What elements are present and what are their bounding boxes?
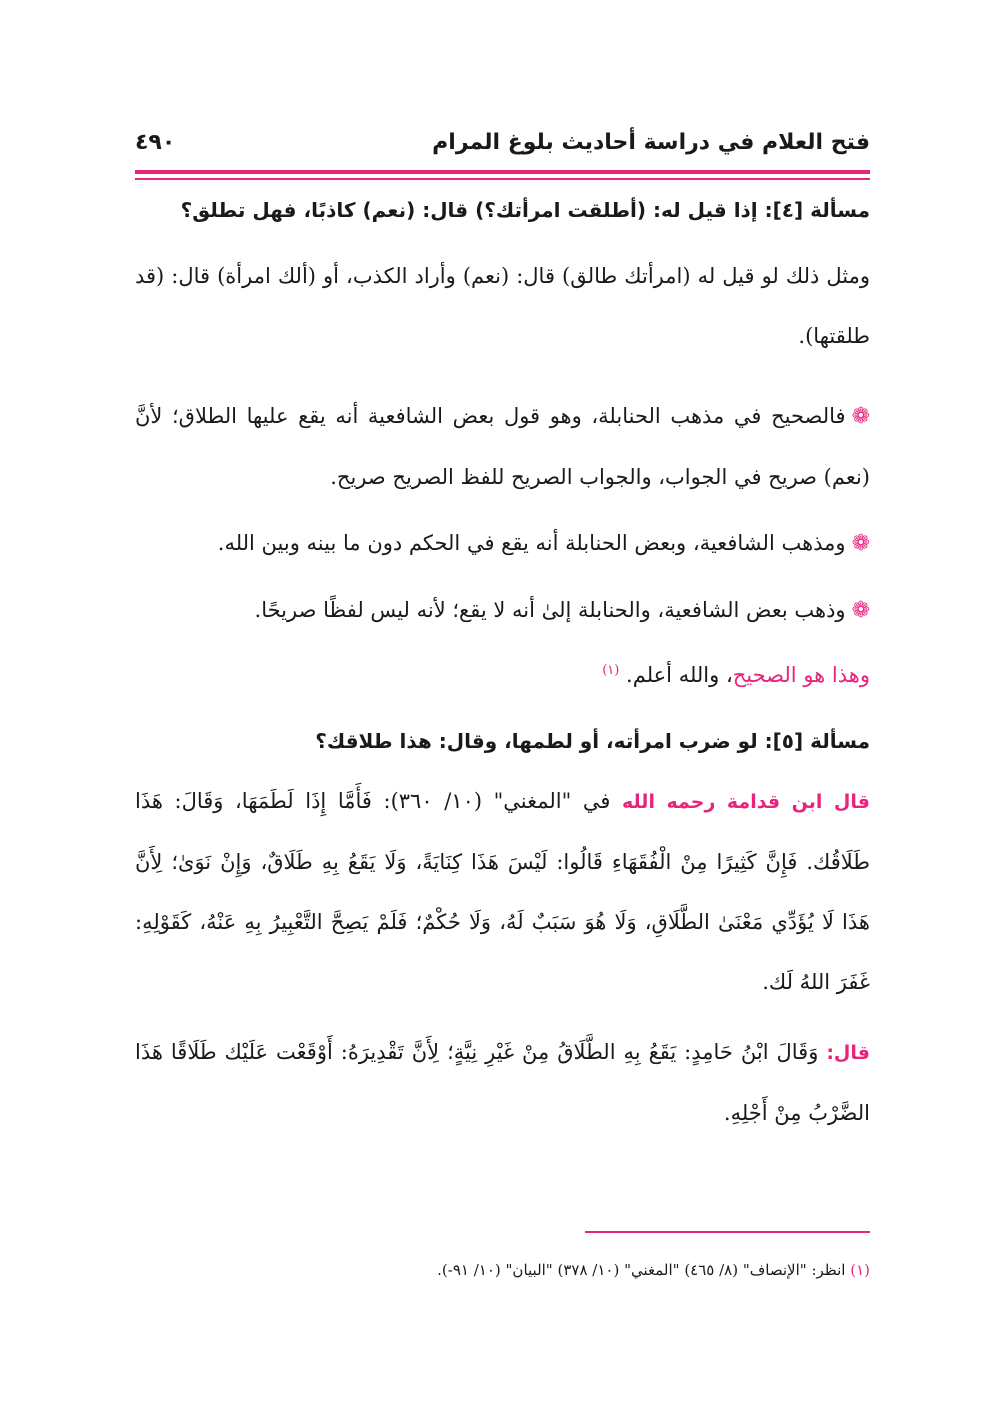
bullet-text: ومذهب الشافعية، وبعض الحنابلة أنه يقع في الحكم دون ما بينه وبين الله. [217, 531, 846, 555]
bullet-text: فالصحيح في مذهب الحنابلة، وهو قول بعض الشافعية أنه يقع عليها الطلاق؛ لأنَّ (نعم) صريح في الجواب، والجواب الصريح للفظ الصريح صريح. [135, 404, 870, 489]
header-rule-thin [135, 178, 870, 180]
quote-lead: قال: [826, 1042, 870, 1064]
bullet-item [135, 386, 870, 507]
flower-ornament-icon: ❁ [851, 404, 870, 429]
section-4-conclusion [135, 641, 870, 705]
footnote-divider [585, 1231, 870, 1233]
section-4-heading: مسألة [٤]: إذا قيل له: (أطلقت امرأتك؟) قال: (نعم) كاذبًا، فهل تطلق؟ [180, 198, 870, 222]
flower-ornament-icon: ❁ [851, 598, 870, 623]
quote-author: قال ابن قدامة رحمه الله [622, 791, 870, 813]
flower-ornament-icon: ❁ [851, 531, 870, 556]
conclusion-highlight: الصحيح [732, 663, 797, 687]
section-5-quote-1 [135, 771, 870, 1012]
quote-text: في "المغني" (١٠/ ٣٦٠): فَأَمَّا إِذَا لَطَمَهَا، وَقَالَ: هَذَا طَلَاقُك. فَإِنَّ كَثِيرًا مِنْ الْفُقَهَاءِ قَالُوا: لَيْسَ هَذَا كِنَايَةً، وَلَا يَقَعُ بِهِ طَلَاقٌ، وَإِنْ نَوَىٰ؛ لِأَنَّ هَذَا لَا يُؤَدِّي مَعْنَىٰ الطَّلَاقِ، وَلَا هُوَ سَبَبٌ لَهُ، وَلَا حُكْمٌ؛ فَلَمْ يَصِحَّ التَّعْبِيرُ بِهِ عَنْهُ، كَقَوْلِهِ: غَفَرَ اللهُ لَك. [135, 789, 870, 994]
bullet-item [135, 513, 870, 574]
footnote [135, 1256, 870, 1284]
page [135, 0, 870, 1418]
quote-text: وَقَالَ ابْنُ حَامِدٍ: يَقَعُ بِهِ الطَّلَاقُ مِنْ غَيْرِ نِيَّةٍ؛ لِأَنَّ تَقْدِيرَهُ: أَوْقَعْت عَلَيْك طَلَاقًا هَذَا الضَّرْبُ مِنْ أَجْلِهِ. [135, 1040, 870, 1125]
page-header [135, 120, 870, 164]
section-5-heading: مسألة [٥]: لو ضرب امرأته، أو لطمها، وقال: هذا طلاقك؟ [315, 729, 870, 753]
section-4-intro: ومثل ذلك لو قيل له (امرأتك طالق) قال: (نعم) وأراد الكذب، أو (ألك امرأة) قال: (قد طلقتها). [135, 264, 870, 348]
page-number: ٤٩٠ [135, 129, 176, 155]
book-title: فتح العلام في دراسة أحاديث بلوغ المرام [432, 129, 870, 155]
conclusion-rest: ، والله أعلم. [626, 663, 733, 687]
section-5-quote-2 [135, 1022, 870, 1143]
footnote-marker[interactable]: (١) [602, 663, 620, 678]
conclusion-lead: وهذا هو [803, 663, 870, 687]
bullet-text: وذهب بعض الشافعية، والحنابلة إلىٰ أنه لا يقع؛ لأنه ليس لفظًا صريحًا. [254, 598, 846, 622]
main-content [135, 188, 870, 1143]
footnote-text: انظر: "الإنصاف" (٨/ ٤٦٥) "المغني" (١٠/ ٣٧٨) "البيان" (١٠/ ٩١-). [437, 1261, 846, 1279]
header-rule-thick [135, 170, 870, 174]
bullet-item [135, 580, 870, 641]
footnote-number: (١) [850, 1261, 870, 1279]
